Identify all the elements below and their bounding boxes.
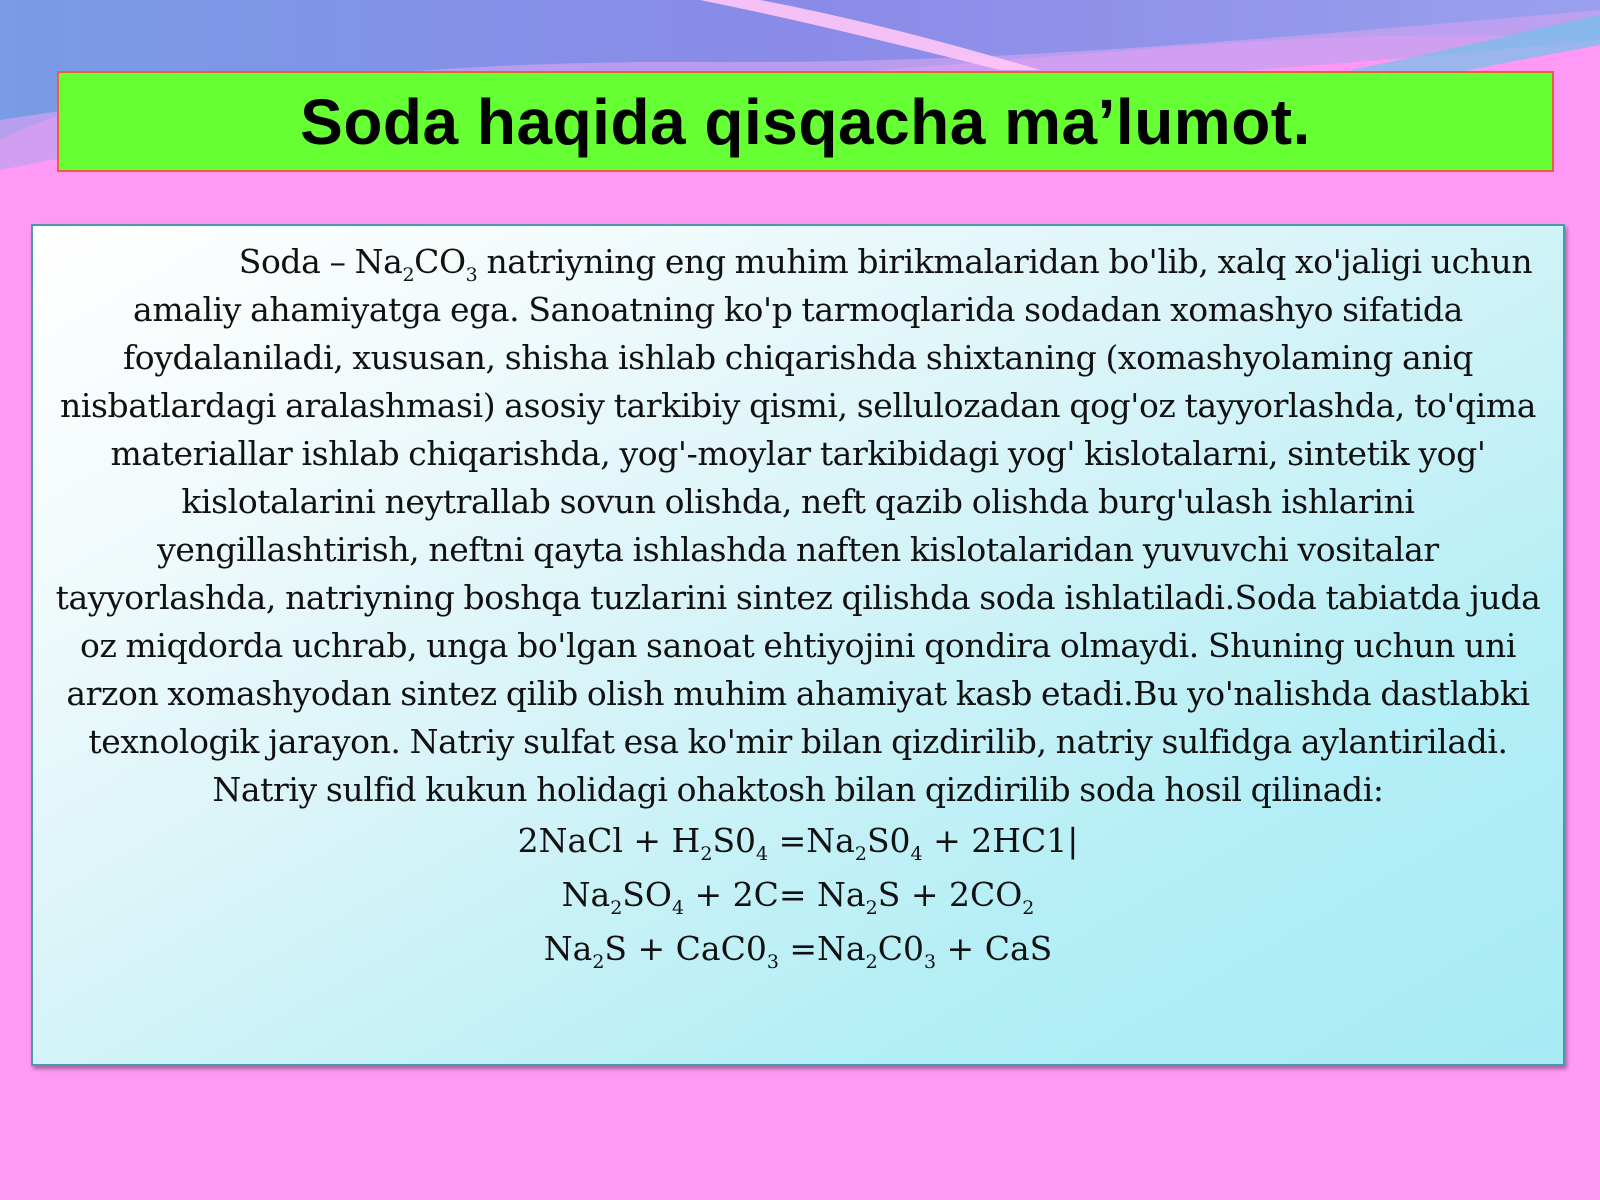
subscript: 2	[402, 264, 415, 286]
equation-text: SO	[622, 875, 672, 914]
equation-3	[53, 922, 1543, 976]
equation-subscript: 4	[756, 843, 769, 865]
equation-text: =Na	[778, 929, 866, 968]
equation-text: =Na	[768, 821, 855, 860]
equation-subscript: 2	[700, 843, 713, 865]
equation-subscript: 2	[1022, 897, 1035, 919]
equation-1	[53, 814, 1543, 868]
title-banner	[57, 71, 1554, 172]
equation-subscript: 2	[592, 951, 605, 973]
equation-subscript: 2	[610, 897, 623, 919]
equation-subscript: 4	[910, 843, 923, 865]
equation-text: + 2C= Na	[684, 875, 866, 914]
content-box	[31, 224, 1565, 1066]
equation-subscript: 2	[865, 951, 878, 973]
equation-subscript: 2	[865, 897, 878, 919]
body-paragraph	[53, 238, 1543, 814]
paragraph-co: CO	[414, 242, 466, 281]
equation-text: S + 2CO	[877, 875, 1023, 914]
equation-subscript: 3	[923, 951, 937, 973]
equation-text: + 2HC1|	[922, 821, 1079, 860]
equation-2	[53, 868, 1543, 922]
subscript: 3	[465, 264, 478, 286]
equation-subscript: 2	[854, 843, 867, 865]
equation-text: Na	[543, 929, 593, 968]
equation-subscript: 3	[766, 951, 779, 973]
equations-block	[53, 814, 1543, 976]
equation-subscript: 4	[671, 897, 685, 919]
equation-text: S0	[712, 821, 757, 860]
equation-text: Na	[561, 875, 611, 914]
equation-text: S0	[866, 821, 911, 860]
equation-text: + CaS	[936, 929, 1053, 968]
equation-text: 2NaCl + H	[517, 821, 701, 860]
equation-text: S + CaC0	[604, 929, 767, 968]
equation-text: C0	[877, 929, 924, 968]
page-title: Soda haqida qisqacha ma’lumot.	[300, 85, 1311, 158]
paragraph-soda: Soda – Na	[238, 242, 403, 281]
paragraph-body: natriyning eng muhim birikmalaridan bo'lib, xalq xo'jaligi uchun amaliy ahamiyatga ega. Sanoatning ko'p tarmoqlarida sodadan xomashyo sifatida foydalaniladi, xususan, shisha ishlab chiqarishda shixtaning (xomashyolaming aniq nisbatlardagi aralashmasi) asosiy tarkibiy qismi, sellulozadan qog'oz tayyorlashda, to'qima materiallar ishlab chiqarishda, yog'-moylar tarkibidagi yog' kislotalarni, sintetik yog' kislotalarini neytrallab sovun olishda, neft qazib olishda burg'ulash ishlarini yengillashtirish, neftni qayta ishlashda naften kislotalaridan yuvuvchi vositalar tayyorlashda, natriyning boshqa tuzlarini sintez qilishda soda ishlatiladi.Soda tabiatda juda oz miqdorda uchrab, unga bo'lgan sanoat ehtiyojini qondira olmaydi. Shuning uchun uni arzon xomashyodan sintez qilib olish muhim ahamiyat kasb etadi.Bu yo'nalishda dastlabki texnologik jarayon. Natriy sulfat esa ko'mir bilan qizdirilib, natriy sulfidga aylantiriladi. Natriy sulfid kukun holidagi ohaktosh bilan qizdirilib soda hosil qilinadi:	[55, 242, 1541, 809]
